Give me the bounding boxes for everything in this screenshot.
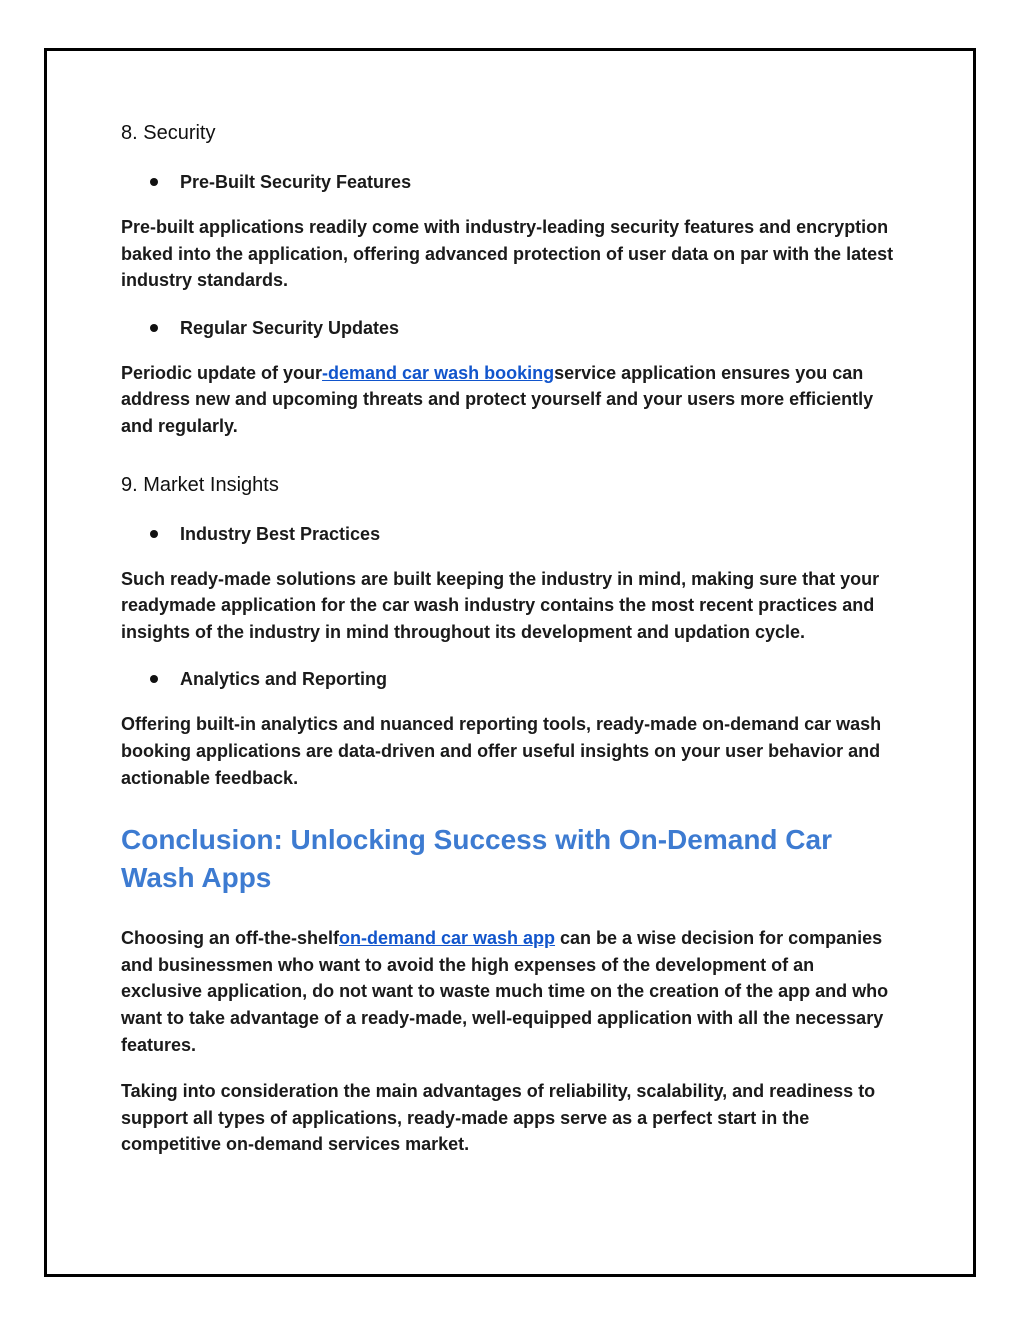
bullet-dot-icon [150,675,158,683]
paragraph-text: Periodic update of your [121,362,323,383]
bullet-item-best-practices [121,520,896,548]
bullet-item-analytics [121,665,896,693]
paragraph-conclusion-advantages: Taking into consideration the main advantages of reliability, scalability, and readiness to support all types of applications, ready-made apps serve as a perfect start in the competitive on-demand services market. [121,1081,876,1155]
paragraph-text: can be a wise decision for companies and businessmen who want to avoid the high expenses of the development of an exclusive application, do not want to waste much time on the creation of the app and who want to take advantage of a ready-made, well-equipped application with all the necessary features. [121,928,889,1055]
paragraph-security-updates [121,360,896,440]
paragraph-analytics: Offering built-in analytics and nuanced reporting tools, ready-made on-demand car wash booking applications are data-driven and offer useful insights on your user behavior and actionable feedback. [121,714,882,788]
bullet-dot-icon [150,530,158,538]
paragraph-text: service application ensures you can address new and upcoming threats and protect yourself and your users more efficiently and regularly. [121,362,874,436]
bullet-dot-icon [150,324,158,332]
bullet-label: Regular Security Updates [180,317,400,338]
section-heading-market-insights: 9. Market Insights [121,473,279,496]
document-body [121,118,896,1178]
paragraph-conclusion-choosing [121,925,896,1058]
bullet-item-security-updates [121,314,896,342]
paragraph-best-practices: Such ready-made solutions are built keeping the industry in mind, making sure that your readymade application for the car wash industry contains the most recent practices and insights of the industry in mind throughout its development and updation cycle. [121,568,880,642]
car-wash-booking-link[interactable]: -demand car wash booking [322,362,555,383]
bullet-dot-icon [150,178,158,186]
section-heading-security: 8. Security [121,122,216,144]
paragraph-prebuilt-security: Pre-built applications readily come with industry-leading security features and encryption baked into the application, offering advanced protection of user data on par with the latest industry standards. [121,217,894,291]
bullet-item-prebuilt-security [121,168,896,196]
bullet-label: Analytics and Reporting [180,669,388,690]
car-wash-app-link[interactable]: on-demand car wash app [338,928,556,949]
paragraph-text: Choosing an off-the-shelf [121,928,339,949]
bullet-label: Industry Best Practices [180,523,381,544]
bullet-label: Pre-Built Security Features [180,172,412,192]
conclusion-heading: Conclusion: Unlocking Success with On-Demand Car Wash Apps [121,824,832,894]
